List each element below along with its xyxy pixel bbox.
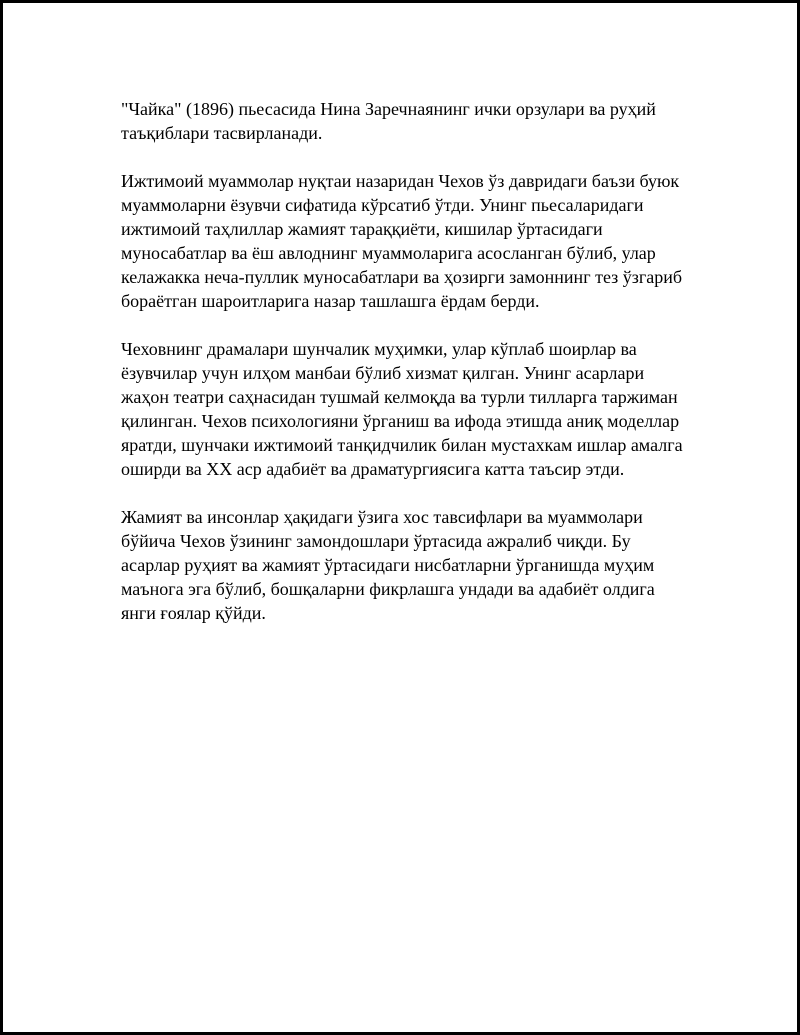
paragraph-2: Ижтимоий муаммолар нуқтаи назаридан Чехов ўз давридаги баъзи буюк муаммоларни ёзувчи сифатида кўрсатиб ўтди. Унинг пьесаларидаги ижтимоий таҳлиллар жамият тараққиёти, кишилар ўртасидаги муносабатлар ва ёш авлоднинг муаммоларига асосланган бўлиб, улар келажакка неча-пуллик муносабатлари ва ҳозирги замоннинг тез ўзгариб бораётган шароитларига назар ташлашга ёрдам берди. [121,171,683,311]
paragraph-4: Жамият ва инсонлар ҳақидаги ўзига хос тавсифлари ва муаммолари бўйича Чехов ўзининг замондошлари ўртасида ажралиб чиқди. Бу асарлар руҳият ва жамият ўртасидаги нисбатларни ўрганишда муҳим маънога эга бўлиб, бошқаларни фикрлашга ундади ва адабиёт олдига янги ғоялар қўйди. [121,507,655,623]
paragraph-3: Чеховнинг драмалари шунчалик муҳимки, улар кўплаб шоирлар ва ёзувчилар учун илҳом манбаи бўлиб хизмат қилган. Унинг асарлари жаҳон театри саҳнасидан тушмай келмоқда ва турли тилларга таржиман қилинган. Чехов психологияни ўрганиш ва ифода этишда аниқ моделлар яратди, шунчаки ижтимоий танқидчилик билан мустахкам ишлар амалга оширди ва XX аср адабиёт ва драматургиясига катта таъсир этди. [121,339,683,479]
paragraph-1: "Чайка" (1896) пьесасида Нина Заречнаянинг ички орзулари ва руҳий таъқиблари тасвирланади. [121,99,656,143]
document-body [121,97,691,649]
